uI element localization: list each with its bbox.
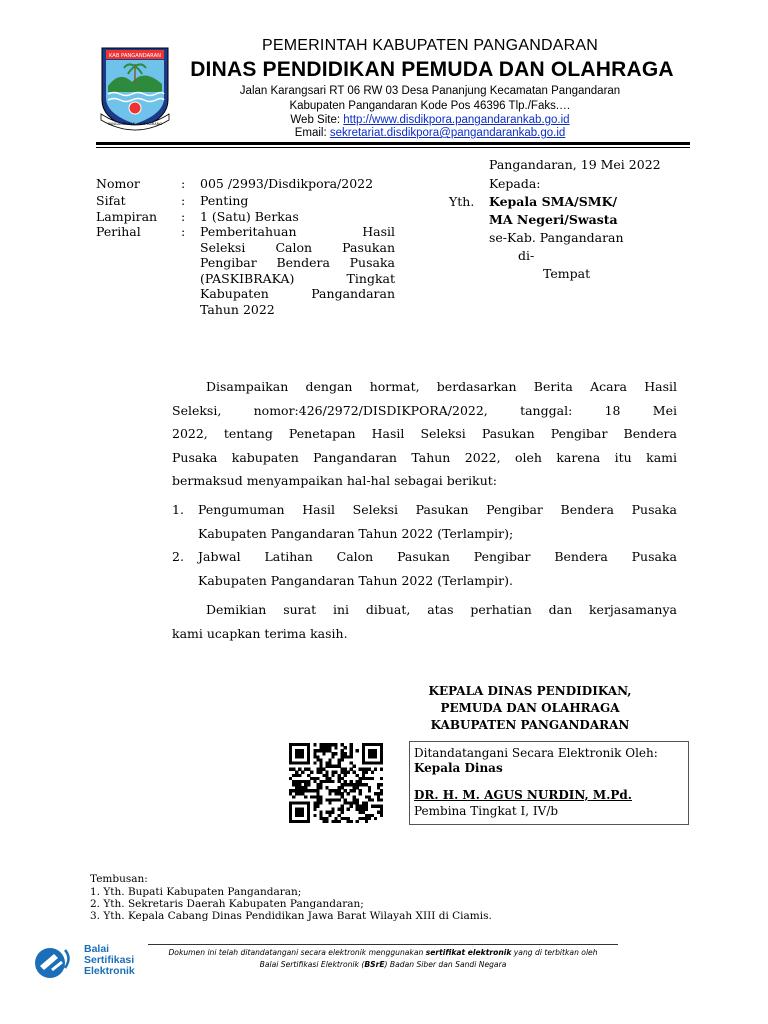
list-item-line: Jabwal Latihan Calon Pasukan Pengibar Bendera Pusaka — [198, 549, 677, 564]
sifat-label: Sifat — [96, 193, 126, 208]
sifat-value: Penting — [200, 193, 249, 208]
signer-name: DR. H. M. AGUS NURDIN, M.Pd. — [414, 788, 632, 802]
letterhead-divider-thin — [96, 147, 690, 148]
tembusan-label: Tembusan: — [90, 873, 148, 885]
colon: : — [181, 209, 186, 224]
tembusan-item: 3. Yth. Kepala Cabang Dinas Pendidikan Jawa Barat Wilayah XIII di Ciamis. — [90, 910, 492, 922]
footer-divider — [148, 944, 618, 945]
signer-title-line-3: KABUPATEN PANGANDARAN — [430, 718, 630, 732]
perihal-line: Kabupaten Pangandaran — [200, 286, 395, 301]
pangandaran-regency-emblem-icon — [98, 46, 172, 132]
signer-rank: Pembina Tingkat I, IV/b — [414, 804, 559, 818]
paragraph-line: 2022, tentang Penetapan Hasil Seleksi Pasukan Pengibar Bendera — [172, 426, 677, 441]
electronic-signature-box — [409, 741, 689, 825]
email-line — [180, 126, 680, 140]
lampiran-label: Lampiran — [96, 209, 158, 224]
tembusan-item: 1. Yth. Bupati Kabupaten Pangandaran; — [90, 886, 302, 898]
emblem-caption: KAB PANGANDARAN — [108, 53, 162, 59]
signed-by-label: Ditandatangani Secara Elektronik Oleh: — [414, 746, 658, 760]
website-label: Web Site: — [290, 114, 341, 126]
footer-text: Balai Sertifikasi Elektronik ( — [259, 960, 365, 969]
perihal-line: Pengibar Bendera Pusaka — [200, 255, 395, 270]
footer-note-line-2 — [148, 959, 618, 970]
yth-label: Yth. — [449, 194, 475, 209]
list-item-line: Pengumuman Hasil Seleksi Pasukan Pengibar Bendera Pusaka — [198, 502, 677, 517]
footer-note-line-1 — [148, 947, 618, 958]
qr-code-icon — [289, 743, 383, 823]
paragraph-line: kami ucapkan terima kasih. — [172, 625, 348, 641]
list-item-line: Kabupaten Pangandaran Tahun 2022 (Terlampir); — [198, 525, 514, 541]
footer-text-bold: BSrE — [364, 960, 385, 969]
list-item — [198, 545, 677, 592]
perihal-line: Seleksi Calon Pasukan — [200, 239, 395, 255]
closing-paragraph — [172, 598, 677, 645]
colon: : — [181, 224, 186, 239]
addressee-line-2: MA Negeri/Swasta — [489, 212, 618, 227]
emblem-motto: PANGANDARAN LAUT KARANG — [107, 122, 163, 126]
lampiran-value: 1 (Satu) Berkas — [200, 209, 299, 224]
nomor-value: 005 /2993/Disdikpora/2022 — [200, 176, 374, 191]
place-date: Pangandaran, 19 Mei 2022 — [489, 157, 661, 172]
paragraph-line: Disampaikan dengan hormat, berdasarkan Berita Acara Hasil — [206, 379, 677, 394]
list-item-line: Kabupaten Pangandaran Tahun 2022 (Terlampir). — [198, 572, 513, 588]
footer-text-bold: sertifikat elektronik — [425, 948, 512, 957]
paragraph-line: bermaksud menyampaikan hal-hal sebagai berikut: — [172, 473, 497, 488]
paragraph-line: Pusaka kabupaten Pangandaran Tahun 2022, oleh karena itu kami — [172, 449, 677, 465]
footer-text: ) Badan Siber dan Sandi Negara — [384, 960, 507, 969]
addressee-line-5: Tempat — [543, 266, 591, 281]
bsre-text-line: Sertifikasi — [84, 954, 135, 966]
footer-text: yang di terbitkan oleh — [511, 948, 598, 957]
bsre-text-line: Balai — [84, 943, 110, 955]
address-line-1: Jalan Karangsari RT 06 RW 03 Desa Pananjung Kecamatan Pangandaran — [239, 85, 621, 97]
addressee-line-3: se-Kab. Pangandaran — [489, 230, 624, 245]
opening-paragraph — [172, 375, 677, 493]
letterhead-divider — [96, 142, 690, 145]
footer-text: Dokumen ini telah ditandatangani secara elektronik menggunakan — [168, 948, 426, 957]
perihal-line: (PASKIBRAKA) Tingkat — [200, 270, 395, 286]
list-number: 2. — [172, 549, 184, 564]
signer-position: Kepala Dinas — [414, 761, 503, 775]
email-link[interactable]: sekretariat.disdikpora@pangandarankab.go.id — [329, 127, 566, 139]
colon: : — [181, 193, 186, 208]
website-link[interactable]: http://www.disdikpora.pangandarankab.go.id — [343, 114, 570, 126]
perihal-label: Perihal — [96, 224, 141, 239]
tembusan-item: 2. Yth. Sekretaris Daerah Kabupaten Pangandaran; — [90, 898, 364, 910]
addressee-line-1: Kepala SMA/SMK/ — [489, 194, 618, 209]
list-item — [198, 498, 677, 545]
government-name: PEMERINTAH KABUPATEN PANGANDARAN — [262, 37, 598, 54]
colon: : — [181, 176, 186, 191]
perihal-value — [200, 224, 395, 317]
paragraph-line: Demikian surat ini dibuat, atas perhatian dan kerjasamanya — [206, 602, 677, 617]
bsre-logo — [32, 944, 152, 980]
email-label: Email: — [294, 127, 327, 139]
kepada-label: Kepada: — [489, 176, 541, 191]
list-number: 1. — [172, 502, 184, 517]
website-line — [180, 113, 680, 127]
addressee-line-4: di- — [518, 248, 535, 263]
bsre-emblem-icon — [32, 944, 74, 980]
department-name: DINAS PENDIDIKAN PEMUDA DAN OLAHRAGA — [190, 58, 674, 81]
perihal-line: Pemberitahuan Hasil — [200, 224, 395, 239]
perihal-line: Tahun 2022 — [200, 301, 275, 317]
signer-title-line-2: PEMUDA DAN OLAHRAGA — [440, 701, 620, 715]
nomor-label: Nomor — [96, 176, 140, 191]
address-line-2: Kabupaten Pangandaran Kode Pos 46396 Tlp./Faks.… — [289, 100, 571, 112]
paragraph-line: Seleksi, nomor:426/2972/DISDIKPORA/2022, tanggal: 18 Mei — [172, 402, 677, 418]
signer-title-line-1: KEPALA DINAS PENDIDIKAN, — [428, 684, 632, 698]
bsre-text-line: Elektronik — [84, 965, 135, 977]
